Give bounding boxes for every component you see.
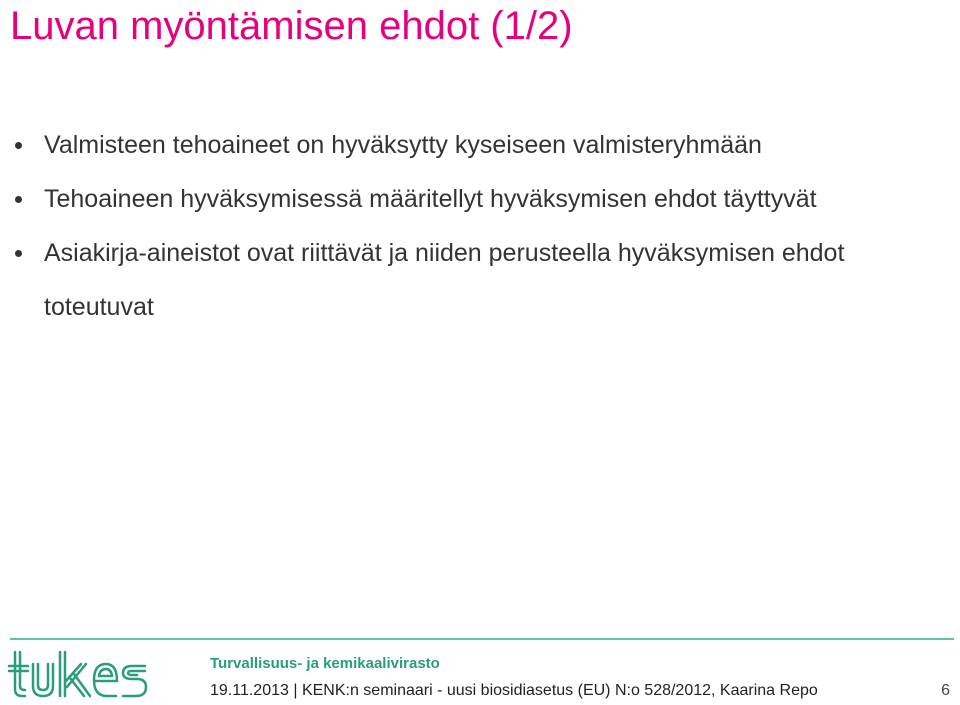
slide-title: Luvan myöntämisen ehdot (1/2)	[10, 4, 573, 48]
tukes-logo	[6, 648, 150, 702]
bullet-dot-icon	[15, 250, 22, 257]
organization-name: Turvallisuus- ja kemikaalivirasto	[210, 655, 440, 672]
bullet-text: Tehoaineen hyväksymisessä määritellyt hyväksymisen ehdot täyttyvät	[44, 185, 817, 213]
footer-info: 19.11.2013 | KENK:n seminaari - uusi biosidiasetus (EU) N:o 528/2012, Kaarina Repo	[210, 682, 818, 699]
bullet-item	[0, 118, 914, 172]
bullet-item	[0, 226, 914, 334]
bullet-list	[0, 118, 960, 334]
bullet-dot-icon	[15, 196, 22, 203]
bullet-dot-icon	[15, 142, 22, 149]
page-number: 6	[941, 682, 950, 699]
bullet-item	[0, 172, 914, 226]
bullet-text: Valmisteen tehoaineet on hyväksytty kyseiseen valmisteryhmään	[44, 131, 762, 159]
footer-divider	[10, 638, 954, 640]
bullet-text: Asiakirja-aineistot ovat riittävät ja niiden perusteella hyväksymisen ehdot toteutuvat	[44, 239, 845, 321]
